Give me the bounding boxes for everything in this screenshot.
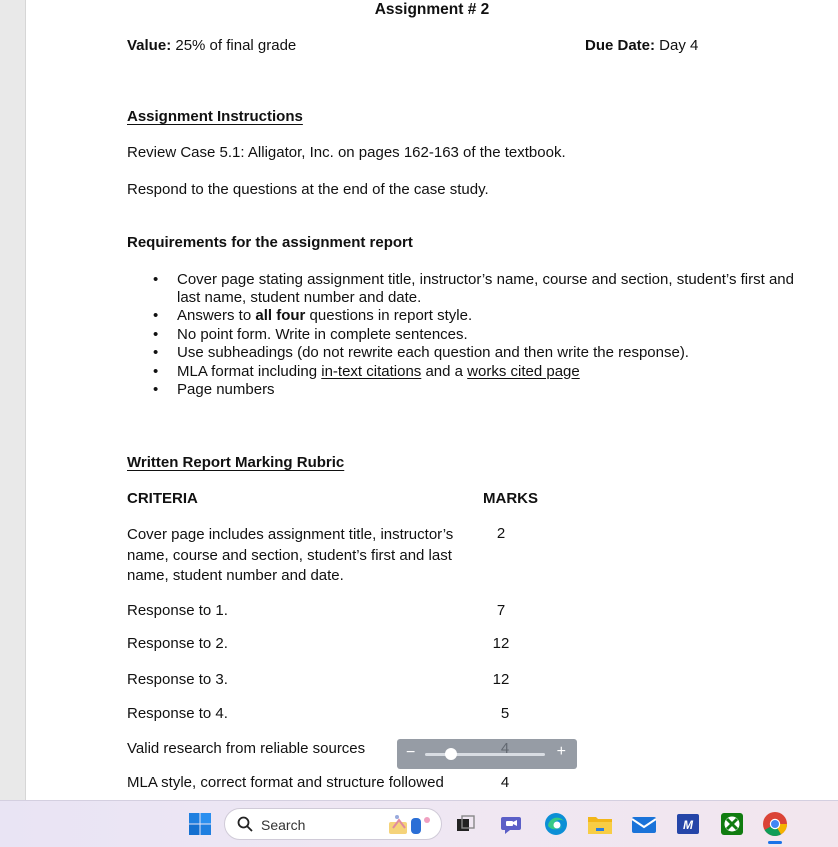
due-label: Due Date: xyxy=(585,37,656,54)
task-view-icon[interactable] xyxy=(452,811,478,837)
rubric-mark: 12 xyxy=(492,635,510,652)
taskbar-search[interactable] xyxy=(224,808,442,840)
instructions-paragraph-2: Respond to the questions at the end of the case study. xyxy=(127,181,489,198)
value-text: 25% of final grade xyxy=(171,37,297,54)
zoom-slider-track[interactable] xyxy=(425,753,545,756)
rubric-criteria: Response to 2. xyxy=(127,635,228,652)
chrome-browser-icon[interactable] xyxy=(762,811,788,837)
rubric-heading: Written Report Marking Rubric xyxy=(127,454,345,471)
works-cited-page-link[interactable]: works cited page xyxy=(467,362,580,380)
left-gutter xyxy=(0,0,26,800)
list-item: • Cover page stating assignment title, instructor’s name, course and section, student’s first and last name, student number and date. xyxy=(153,271,803,306)
mail-icon[interactable] xyxy=(631,811,657,837)
rubric-mark: 7 xyxy=(496,602,506,619)
instructions-paragraph-1: Review Case 5.1: Alligator, Inc. on pages 162-163 of the textbook. xyxy=(127,144,566,161)
in-text-citations-link[interactable]: in-text citations xyxy=(321,362,422,380)
list-item: • Use subheadings (do not rewrite each question and then write the response). xyxy=(153,344,803,362)
rubric-mark: 12 xyxy=(492,671,510,688)
zoom-in-button[interactable]: + xyxy=(556,743,566,760)
zoom-control[interactable] xyxy=(397,739,577,769)
rubric-mark: 4 xyxy=(500,774,510,791)
rubric-criteria: Response to 4. xyxy=(127,705,228,722)
teams-chat-icon[interactable] xyxy=(498,811,524,837)
value-label: Value: xyxy=(127,37,172,54)
rubric-criteria: Response to 1. xyxy=(127,602,228,619)
due-text: Day 4 xyxy=(655,37,699,54)
app-icon[interactable] xyxy=(675,811,701,837)
rubric-criteria: MLA style, correct format and structure followed xyxy=(127,774,444,791)
value-line xyxy=(127,37,296,54)
zoom-out-button[interactable]: − xyxy=(406,744,416,761)
search-highlight-icon xyxy=(383,812,435,838)
rubric-criteria: Valid research from reliable sources xyxy=(127,740,366,757)
rubric-mark: 2 xyxy=(496,525,506,542)
search-placeholder: Search xyxy=(261,817,306,833)
edge-browser-icon[interactable] xyxy=(543,811,569,837)
criteria-header: CRITERIA xyxy=(127,490,198,507)
rubric-criteria: Response to 3. xyxy=(127,671,228,688)
rubric-mark: 5 xyxy=(500,705,510,722)
file-explorer-icon[interactable] xyxy=(587,811,613,837)
xbox-icon[interactable] xyxy=(719,811,745,837)
zoom-slider-handle[interactable] xyxy=(445,748,457,760)
active-app-indicator xyxy=(768,841,782,844)
list-item: • Answers to all four questions in report style. xyxy=(153,307,803,325)
search-icon xyxy=(237,816,253,832)
list-item: • No point form. Write in complete sentences. xyxy=(153,326,803,344)
list-item: • MLA format including in-text citations and a works cited page xyxy=(153,363,803,381)
document-page xyxy=(26,0,838,800)
svg-text:M: M xyxy=(683,818,693,832)
instructions-heading: Assignment Instructions xyxy=(127,108,303,125)
list-item: • Page numbers xyxy=(153,381,803,399)
taskbar xyxy=(0,800,838,847)
requirements-list xyxy=(153,271,803,400)
marks-header: MARKS xyxy=(483,490,538,507)
due-date-line xyxy=(585,37,698,54)
rubric-criteria: Cover page includes assignment title, instructor’s name, course and section, student’s first and last name, student number and date. xyxy=(127,526,454,584)
requirements-heading: Requirements for the assignment report xyxy=(127,234,413,251)
document-title: Assignment # 2 xyxy=(374,1,490,18)
windows-start-icon[interactable] xyxy=(187,811,213,837)
